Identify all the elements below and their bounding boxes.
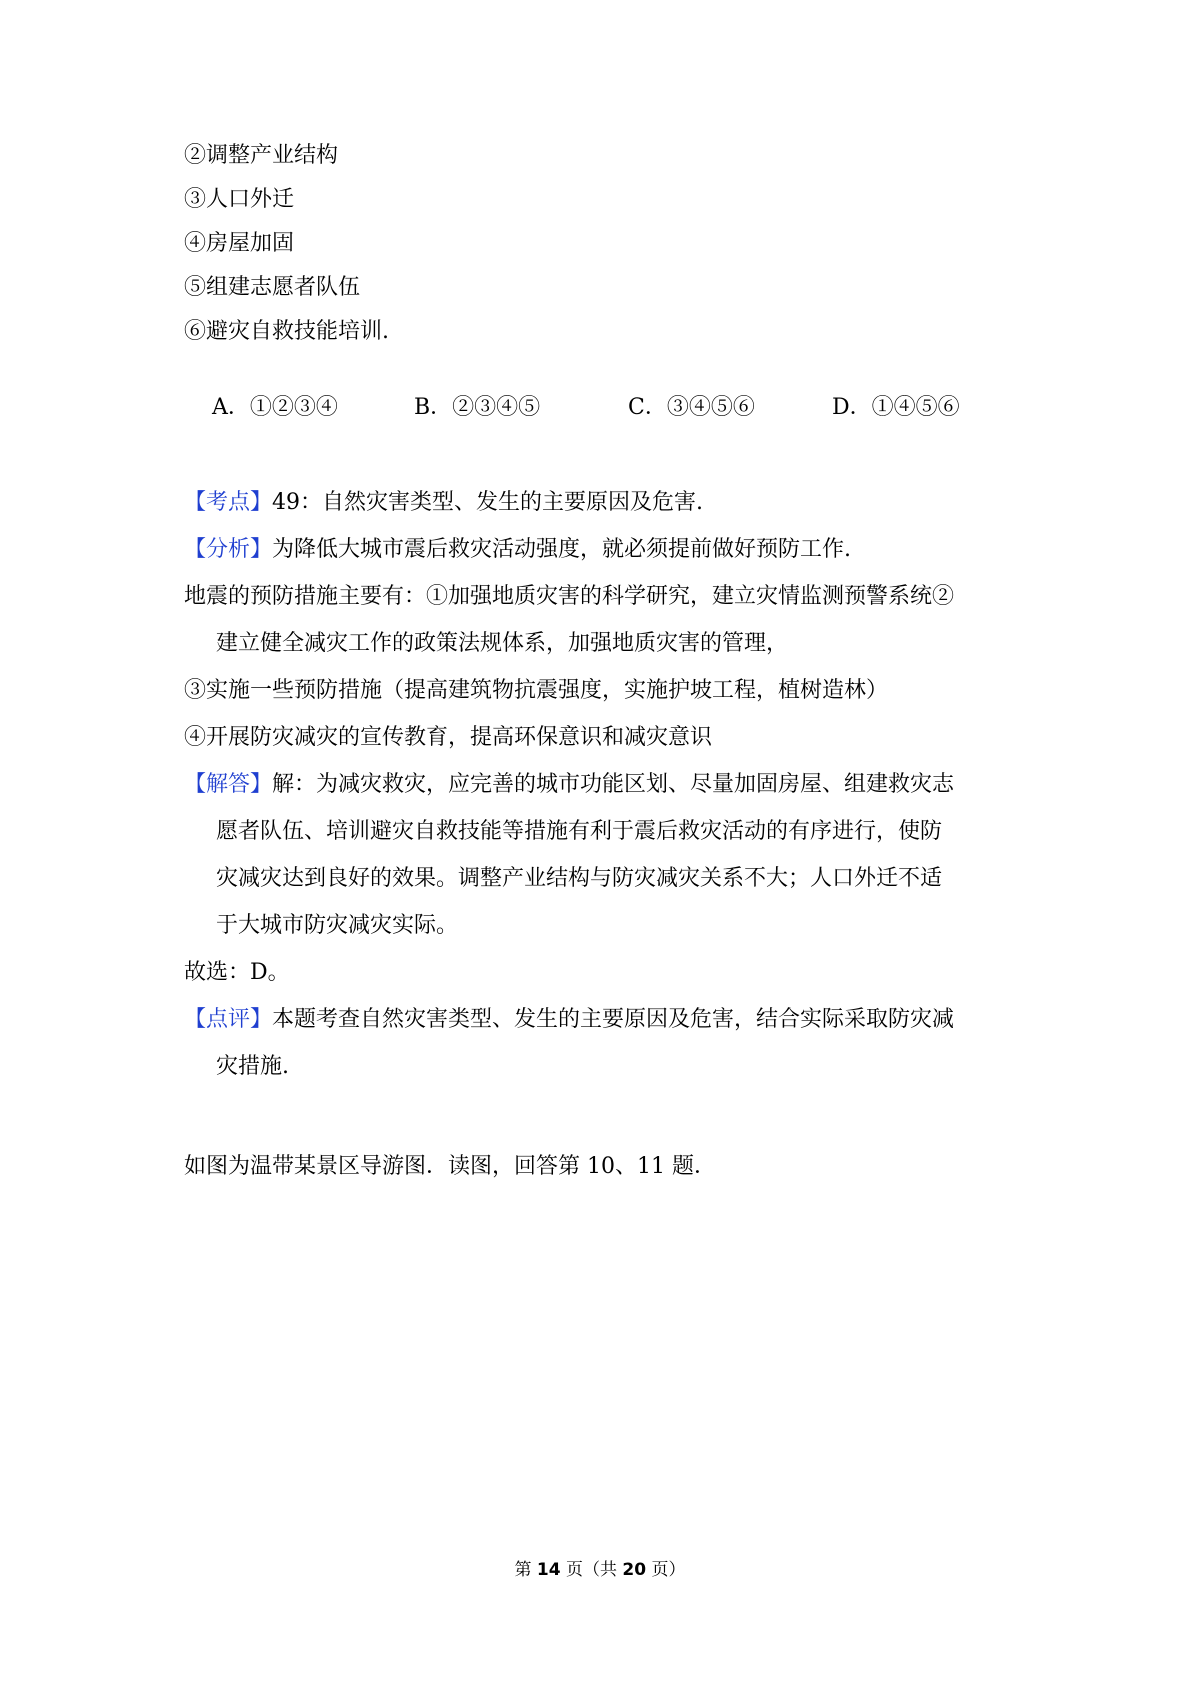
choice-item-6: ⑥避灾自救技能培训. [184, 319, 389, 344]
choice-item-4: ④房屋加固 [184, 231, 295, 256]
footer-total-pages: 20 [622, 1560, 647, 1580]
jieda-line-1: 解：为减灾救灾，应完善的城市功能区划、尽量加固房屋、组建救灾志 [272, 772, 955, 797]
kaodian-section [184, 488, 703, 518]
jieda-section [184, 770, 954, 800]
answer-line: 故选：D。 [184, 960, 290, 985]
jieda-line-4: 于大城市防灾减灾实际。 [216, 913, 459, 938]
jieda-line-2: 愿者队伍、培训避灾自救技能等措施有利于震后救灾活动的有序进行，使防 [216, 819, 943, 844]
page-footer [0, 1558, 1200, 1582]
fenxi-tag: 【分析】 [184, 537, 273, 562]
fenxi-text: 为降低大城市震后救灾活动强度，就必须提前做好预防工作. [272, 537, 852, 562]
measures-line-3: ③实施一些预防措施（提高建筑物抗震强度，实施护坡工程，植树造林） [184, 678, 889, 703]
dianping-tag: 【点评】 [184, 1007, 273, 1032]
dianping-line-2: 灾措施. [216, 1054, 289, 1079]
footer-prefix: 第 [514, 1560, 537, 1580]
choice-item-2: ②调整产业结构 [184, 143, 339, 168]
kaodian-text: 49：自然灾害类型、发生的主要原因及危害. [272, 490, 704, 515]
option-d: D．①④⑤⑥ [832, 395, 960, 420]
answer-options [212, 393, 1012, 423]
footer-page-number: 14 [536, 1560, 561, 1580]
option-a: A．①②③④ [212, 395, 338, 420]
footer-middle: 页（共 [560, 1560, 623, 1580]
option-c: C．③④⑤⑥ [628, 395, 755, 420]
fenxi-section [184, 535, 851, 565]
footer-suffix: 页） [646, 1560, 686, 1580]
measures-line-2: 建立健全减灾工作的政策法规体系，加强地质灾害的管理， [216, 631, 789, 656]
measures-line-4: ④开展防灾减灾的宣传教育，提高环保意识和减灾意识 [184, 725, 713, 750]
jieda-tag: 【解答】 [184, 772, 273, 797]
jieda-line-3: 灾减灾达到良好的效果。调整产业结构与防灾减灾关系不大；人口外迁不适 [216, 866, 943, 891]
measures-line-1: 地震的预防措施主要有：①加强地质灾害的科学研究，建立灾情监测预警系统② [184, 584, 955, 609]
option-b: B．②③④⑤ [414, 395, 541, 420]
choice-item-3: ③人口外迁 [184, 187, 295, 212]
next-question-intro: 如图为温带某景区导游图．读图，回答第 10、11 题． [184, 1154, 716, 1179]
kaodian-tag: 【考点】 [184, 490, 273, 515]
dianping-line-1: 本题考查自然灾害类型、发生的主要原因及危害，结合实际采取防灾减 [272, 1007, 955, 1032]
choice-item-5: ⑤组建志愿者队伍 [184, 275, 361, 300]
dianping-section [184, 1005, 954, 1035]
